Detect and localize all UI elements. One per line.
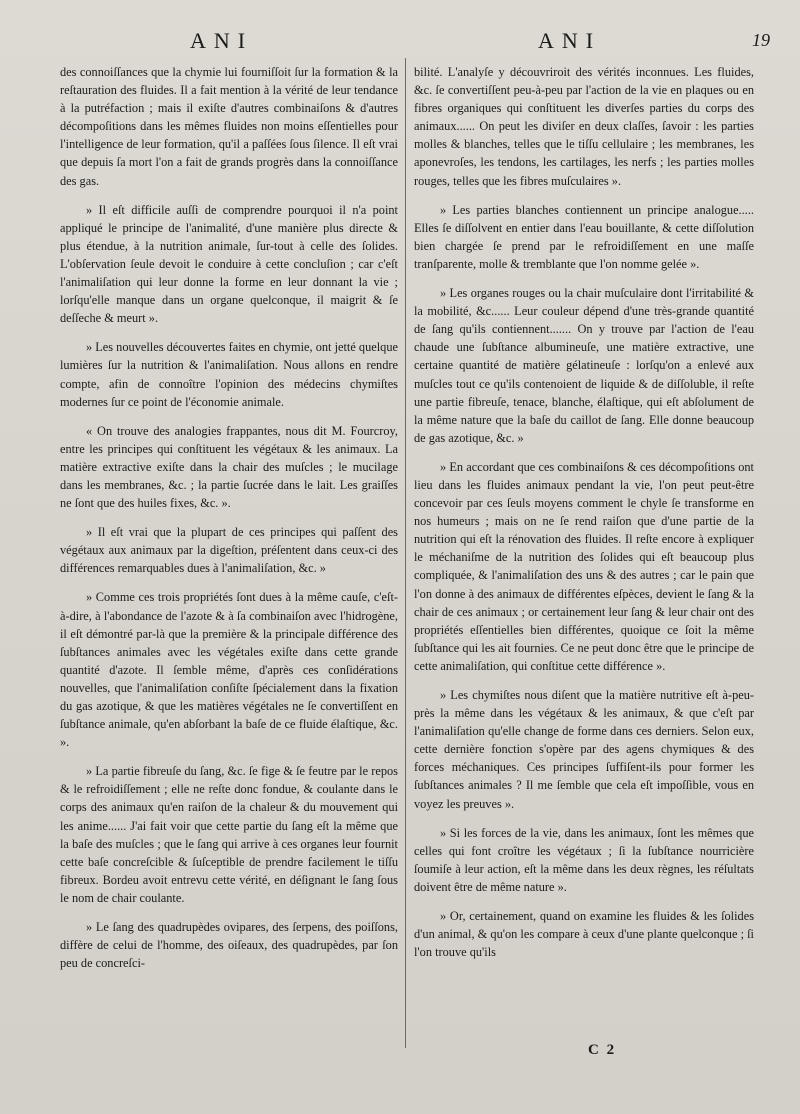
running-head-right: ANI	[538, 28, 602, 53]
page-number: 19	[752, 30, 770, 50]
column-divider	[405, 58, 406, 1048]
page-header	[0, 28, 800, 58]
running-head-left: ANI	[190, 28, 254, 53]
paragraph: » Si les forces de la vie, dans les animaux, ſont les mêmes que celles qui font croître les végétaux ; ſi la ſubſtance nourricière ſoumiſe à leur action, eſt la même dans les deux règnes, les réſultats doivent être de même nature ».	[414, 825, 754, 894]
paragraph: » En accordant que ces combinaiſons & ces décompoſitions ont lieu dans les fluides animaux pendant la vie, l'on peut peut-être concevoir par ces ſeuls moyens comment le chyle ſe transforme en nos humeurs ; mais on ne ſe rend raiſon que d'une partie de la nutrition qui eſt la rénovation des fluides. Il reſte encore à expliquer le méchaniſme de la nutrition des ſolides qui eſt beaucoup plus compliquée, & l'animaliſation des uns & des autres ; car le pain que l'on donne à des animaux de différentes eſpèces, devient le ſang & la chair de ces animaux ; or certainement leur ſang & leur chair ont des propriétés eſſentielles bien différentes, quoique ce ſoit la même ſubſtance qui les ait fournies. Ce ne peut donc être que le principe de cette animaliſation, qui conſtitue cette différence ».	[414, 459, 754, 673]
left-column	[60, 63, 398, 983]
paragraph: des connoiſſances que la chymie lui fourniſſoit ſur la formation & la reſtauration des fluides. Il a fait mention à la vérité de leur tendance à la putréfaction ; mais il exiſte d'autres combinaiſons & d'autres décompoſitions dans les mêmes fluides non moins eſſentielles pour l'intelligence de leur formation, qu'il a paſſées ſous ſilence. Il eſt vrai que depuis ſa mort l'on a fait de grands progrès dans la connoiſſance des gas.	[60, 65, 398, 188]
signature-mark: C 2	[588, 1042, 617, 1058]
right-column	[414, 63, 754, 972]
paragraph: » Les organes rouges ou la chair muſculaire dont l'irritabilité & la mobilité, &c...... Leur couleur dépend d'une très-grande quantité de ſang qu'ils contiennent....... On y trouve par l'action de l'eau chaude une ſubſtance albumineuſe, une matière extractive, une certaine quantité de matière gélatineuſe : lorſqu'on a enlevé aux muſcles tout ce qu'ils contenoient de liquide & de diſſoluble, il reſte une partie fibreuſe, tenace, blanche, élaſtique, qui eſt abſolument de la même nature que la baſe du caillot de ſang. Elle donne beaucoup de gas azotique, &c. »	[414, 286, 754, 445]
paragraph: » Il eſt vrai que la plupart de ces principes qui paſſent des végétaux aux animaux par la digeſtion, préſentent dans ceux-ci des différences remarquables dues à l'animaliſation, &c. »	[60, 525, 398, 576]
paragraph: » Le ſang des quadrupèdes ovipares, des ſerpens, des poiſſons, diffère de celui de l'homme, des oiſeaux, des quadrupèdes, par ſon peu de concreſci-	[60, 920, 398, 971]
paragraph: » Les nouvelles découvertes faites en chymie, ont jetté quelque lumières ſur la nutrition & l'animaliſation. Nous allons en rendre compte, afin de connoître l'opinion des médecins chymiſtes modernes ſur ce point de l'économie animale.	[60, 340, 398, 409]
paragraph: » Comme ces trois propriétés ſont dues à la même cauſe, c'eſt-à-dire, à l'abondance de l'azote & à ſa combinaiſon avec l'hidrogène, il eſt démontré par-là que la première & la principale différence des ſubſtances animales avec les végétales exiſte dans cette grande quantité d'azote. Il ſemble même, d'après ces conſidérations nouvelles, que l'animaliſation conſiſte ſpécialement dans la fixation du gas azotique, & que les matières végétales ne ſe convertiſſent en ſubſtance animale, qu'en abſorbant la baſe de ce fluide élaſtique, &c. ».	[60, 590, 398, 750]
paragraph: » Les chymiſtes nous diſent que la matière nutritive eſt à-peu-près la même dans les végétaux & les animaux, & que c'eſt par l'animaliſation qu'elle change de forme dans ces derniers. Selon eux, cette dernière fonction s'opère par des agens chymiques & des forces méchaniques. Ces principes ſuffiſent-ils pour former les ſubſtances animales ? Il me ſemble que cela eſt impoſſible, vous en voyez les preuves ».	[414, 688, 754, 811]
paragraph: » La partie fibreuſe du ſang, &c. ſe fige & ſe feutre par le repos & le refroidiſſement ; elle ne reſte donc fondue, & coulante dans le corps des animaux qu'en raiſon de la chaleur & du mouvement qui les anime...... J'ai fait voir que cette partie du ſang eſt la même que la baſe des muſcles ; que le ſang qui arrive à ces organes leur fournit cette baſe concreſcible & ſuſceptible de prendre facilement le tiſſu fibreux. Bordeu avoit entrevu cette vérité, en déſignant le ſang ſous le nom de chair coulante.	[60, 764, 398, 905]
paragraph: » Or, certainement, quand on examine les fluides & les ſolides d'un animal, & qu'on les compare à ceux d'une plante quelconque ; ſi l'on trouve qu'ils	[414, 909, 754, 960]
paragraph: bilité. L'analyſe y découvriroit des vérités inconnues. Les fluides, &c. ſe convertiſſent peu-à-peu par l'action de la vie en plaques ou en fibres organiques qui conſtituent les diverſes parties du corps des animaux...... On peut les diviſer en deux claſſes, ſavoir : les parties molles & blanches, telles que le tiſſu cellulaire ; les membranes, les aponevroſes, les tendons, les cartilages, les nerfs ; les parties molles rouges, telles que les fibres muſculaires ».	[414, 65, 754, 188]
paragraph: » Les parties blanches contiennent un principe analogue..... Elles ſe diſſolvent en entier dans l'eau bouillante, & cette diſſolution bien chargée ſe prend par le refroidiſſement en une maſſe tranſparente, molle & tremblante que l'on nomme gelée ».	[414, 202, 754, 271]
paragraph: « On trouve des analogies frappantes, nous dit M. Fourcroy, entre les principes qui conſtituent les végétaux & les animaux. La matière extractive exiſte dans la chair des muſcles ; le mucilage dans les membranes, &c. ; la partie ſucrée dans le lait. Les graiſſes ne ſont que des huiles fixes, &c. ».	[60, 423, 398, 511]
paragraph: » Il eſt difficile auſſi de comprendre pourquoi il n'a point appliqué le principe de l'animalité, d'une manière plus directe & plus étendue, à la nutrition animale, ſur-tout à celle des ſolides. L'obſervation ſeule devoit le conduire à cette concluſion ; car c'eſt l'animaliſation qui leur donne la forme en leur donnant la vie ; lorſqu'elle manque dans un organe quelconque, il maigrit & ſe deſſeche & meurt ».	[60, 202, 398, 326]
